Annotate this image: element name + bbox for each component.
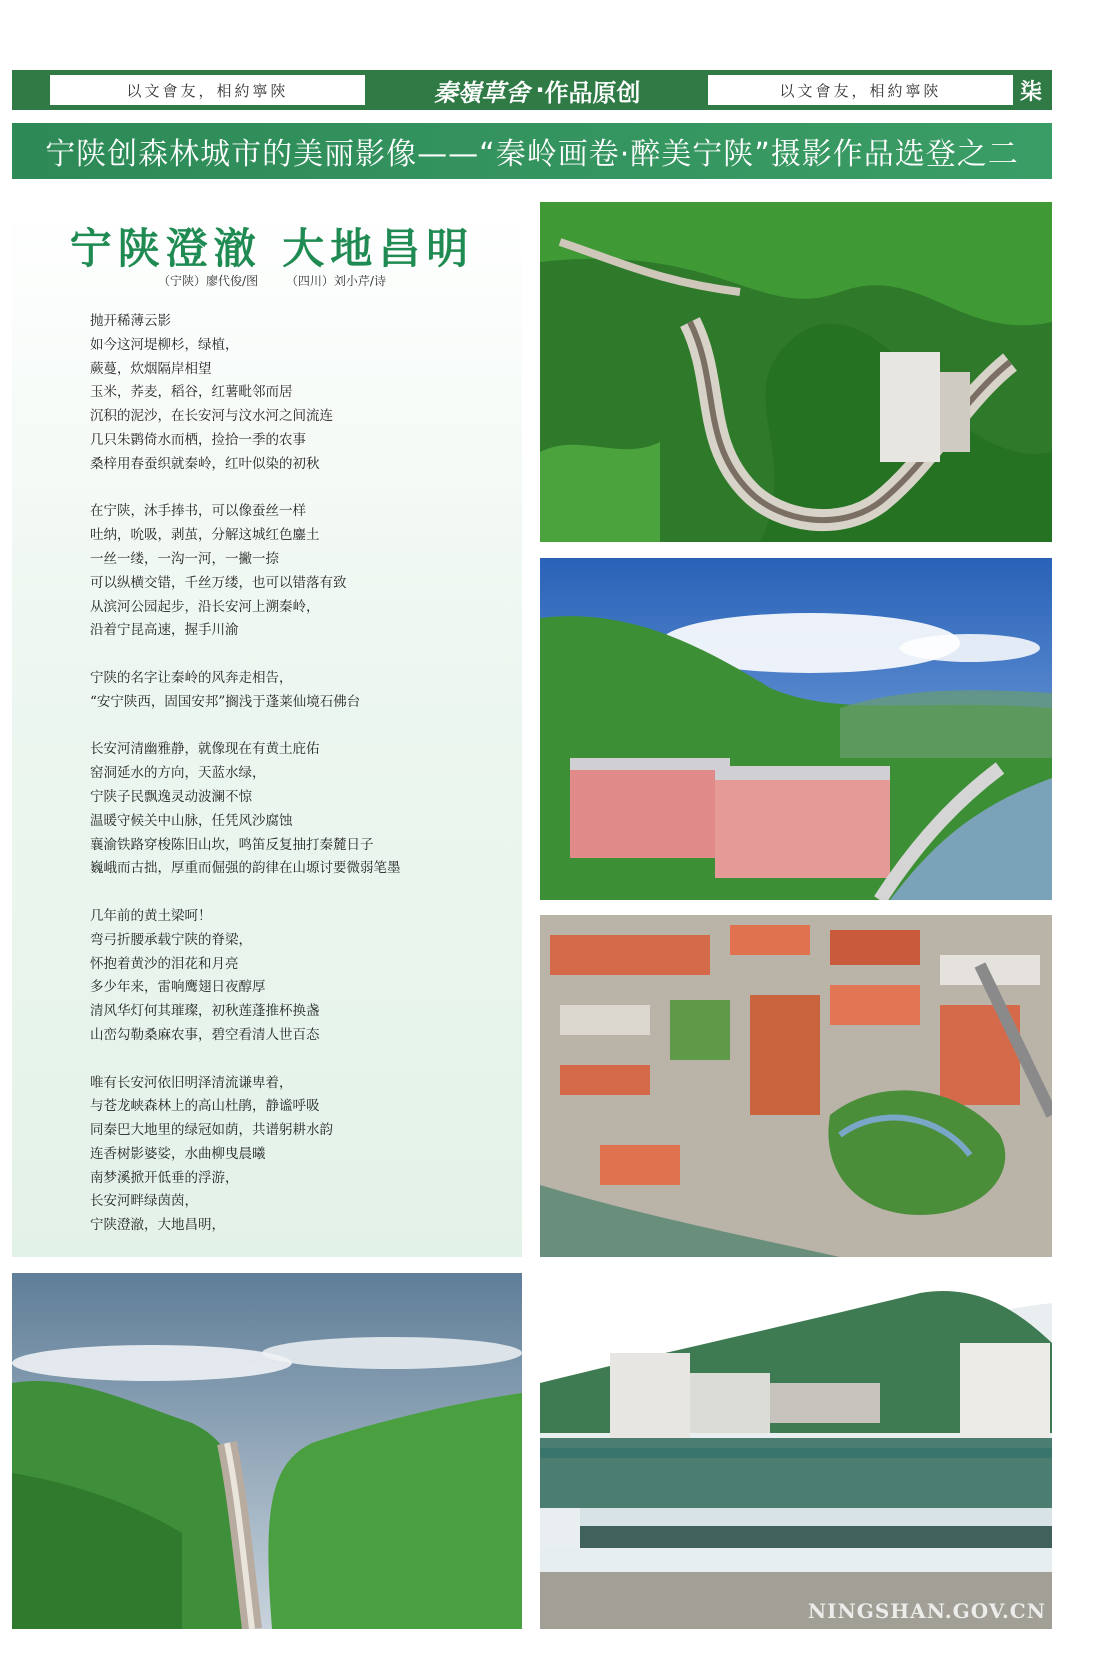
poem-line: 窑洞延水的方向，天蓝水绿， xyxy=(90,765,266,782)
photo-aerial-town-park xyxy=(540,915,1052,1257)
article-banner-title: 宁陕创森林城市的美丽影像——“秦岭画卷·醉美宁陕”摄影作品选登之二 xyxy=(12,123,1052,179)
photo-river-weir-town-image xyxy=(540,1273,1052,1629)
brand-text: 作品原创 xyxy=(544,78,641,107)
poem-line: 几只朱鹮倚水而栖，捡拾一季的农事 xyxy=(90,431,306,448)
poem-line: 弯弓折腰承载宁陕的脊梁， xyxy=(90,931,252,948)
poem-credits xyxy=(52,272,492,289)
poem-line: 多少年来，雷响鹰翅日夜醇厚 xyxy=(90,979,266,996)
slogan-left: 以文會友，相約寧陝 xyxy=(50,75,365,105)
column-brand xyxy=(372,70,702,110)
poem-line: 桑梓用春蚕织就秦岭，红叶似染的初秋 xyxy=(90,455,320,472)
poem-line: 与苍龙峡森林上的高山杜鹃，静谧呼吸 xyxy=(90,1098,320,1115)
photo-river-weir-town xyxy=(540,1273,1052,1629)
poem-stanza xyxy=(90,738,510,881)
poem-stanza xyxy=(90,667,510,715)
page-number: 柒 xyxy=(1019,79,1042,105)
poem-line: 南梦溪掀开低垂的浮游， xyxy=(90,1169,239,1186)
photo-apartments-mountains-image xyxy=(540,558,1052,900)
poem-line: 蕨蔓，炊烟隔岸相望 xyxy=(90,360,212,377)
poem-line: 沿着宁昆高速，握手川渝 xyxy=(90,622,239,639)
brand-dot: · xyxy=(535,76,545,104)
poem-stanza xyxy=(90,905,510,1048)
poem-body xyxy=(90,310,510,1262)
photo-mountain-valley-clouds xyxy=(12,1273,522,1629)
masthead-bar xyxy=(12,70,1052,110)
slogan-right: 以文會友，相約寧陝 xyxy=(708,75,1013,105)
poem-line: 几年前的黄土梁呵！ xyxy=(90,907,212,924)
poem-line: 一丝一缕，一沟一河，一撇一捺 xyxy=(90,550,279,567)
poem-line: 宁陕子民飘逸灵动波澜不惊 xyxy=(90,788,252,805)
poem-line: 长安河清幽雅静，就像现在有黄土庇佑 xyxy=(90,741,320,758)
photo-mountain-valley-clouds-image xyxy=(12,1273,522,1629)
poet-credit: （四川）刘小芹/诗 xyxy=(285,274,386,288)
poem-line: 山峦勾勒桑麻农事，碧空看清人世百态 xyxy=(90,1026,320,1043)
poem-panel xyxy=(12,202,522,1257)
poem-line: 从滨河公园起步，沿长安河上溯秦岭， xyxy=(90,598,320,615)
poem-line: 吐纳，吮吸，剥茧，分解这城红色鏖土 xyxy=(90,527,320,544)
poem-line: 抛开稀薄云影 xyxy=(90,313,171,329)
poem-stanza xyxy=(90,500,510,643)
poem-line: 可以纵横交错，千丝万缕，也可以错落有致 xyxy=(90,574,347,591)
poem-line: 温暖守候关中山脉，任凭风沙腐蚀 xyxy=(90,812,293,829)
poem-stanza xyxy=(90,310,510,477)
poem-line: 襄渝铁路穿梭陈旧山坎，鸣笛反复抽打秦麓日子 xyxy=(90,836,374,853)
poem-line: “安宁陕西，固国安邦”搁浅于蓬莱仙境石佛台 xyxy=(90,693,361,710)
photo-aerial-valley-town xyxy=(540,202,1052,542)
brand-script: 秦嶺草舍 xyxy=(433,77,530,107)
poem-line: 宁陕澄澈，大地昌明， xyxy=(90,1217,225,1234)
photo-credit: （宁陕）廖代俊/图 xyxy=(158,274,259,288)
poem-title: 宁陕澄澈 大地昌明 xyxy=(69,224,475,273)
poem-line: 在宁陕，沐手捧书，可以像蚕丝一样 xyxy=(90,503,306,520)
poem-line: 清风华灯何其璀璨，初秋莲蓬推杯换盏 xyxy=(90,1003,320,1020)
poem-line: 同秦巴大地里的绿冠如荫，共谱躬耕水韵 xyxy=(90,1122,333,1139)
poem-line: 玉米，荞麦，稻谷，红薯毗邻而居 xyxy=(90,384,293,401)
poem-line: 沉积的泥沙，在长安河与汶水河之间流连 xyxy=(90,408,333,425)
poem-line: 唯有长安河依旧明泽清流谦卑着， xyxy=(90,1074,293,1091)
poem-line: 长安河畔绿茵茵， xyxy=(90,1193,198,1210)
photo-aerial-valley-town-image xyxy=(540,202,1052,542)
poem-line: 宁陕的名字让秦岭的风奔走相告， xyxy=(90,669,293,686)
watermark: NINGSHAN.GOV.CN xyxy=(807,1599,1046,1623)
poem-line: 如今这河堤柳杉，绿植， xyxy=(90,336,239,353)
poem-line: 怀抱着黄沙的泪花和月亮 xyxy=(90,955,239,972)
poem-line: 巍峨而古拙，厚重而倔强的韵律在山塬讨要微弱笔墨 xyxy=(90,860,401,877)
poem-line: 连香树影婆娑，水曲柳曳晨曦 xyxy=(90,1145,266,1162)
photo-apartments-mountains xyxy=(540,558,1052,900)
photo-aerial-town-park-image xyxy=(540,915,1052,1257)
poem-stanza xyxy=(90,1072,510,1239)
